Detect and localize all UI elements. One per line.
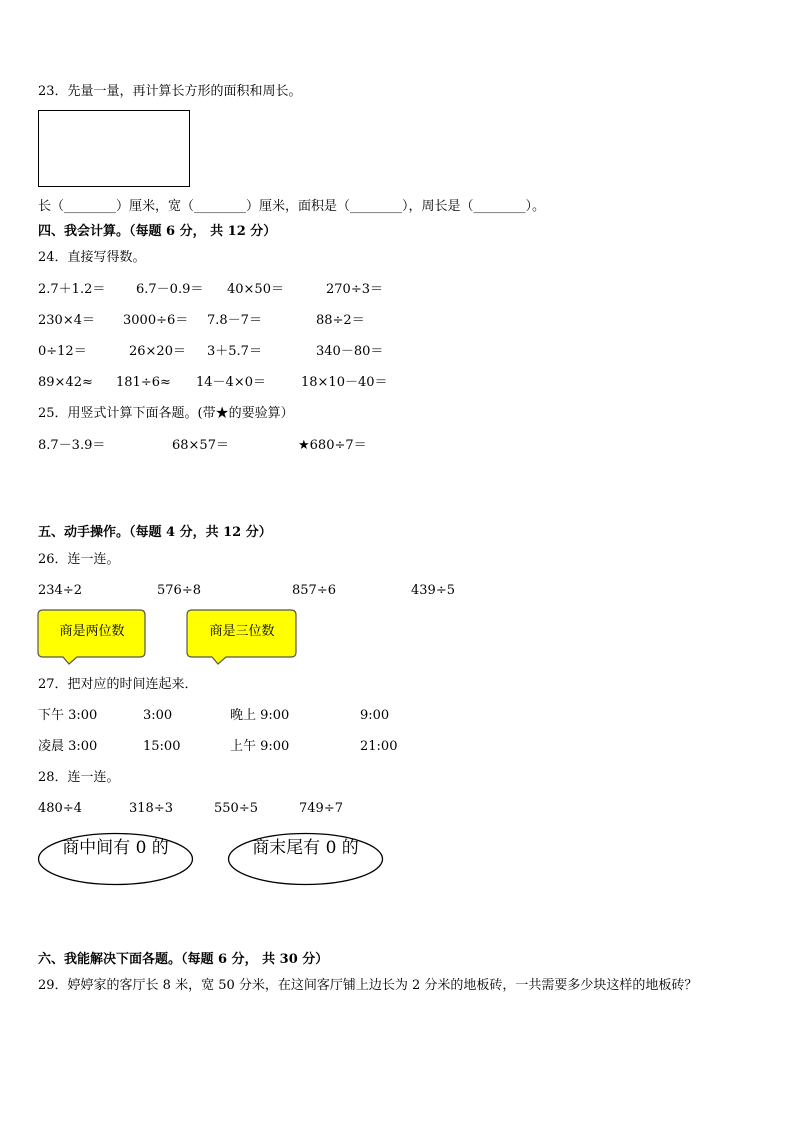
callout-three-digit [186, 609, 298, 665]
q26-item-3: 857÷6 [292, 583, 336, 598]
q24-r1c2: 6.7－0.9＝ [136, 282, 204, 297]
q26-item-2: 576÷8 [157, 583, 201, 598]
rectangle-figure [38, 110, 190, 187]
q24-r2c2: 3000÷6＝ [123, 313, 189, 328]
q26-title: 26．连一连。 [38, 552, 120, 567]
q24-r4c2: 181÷6≈ [116, 375, 171, 390]
oval-end-zero-label: 商末尾有 0 的 [252, 838, 359, 858]
section6-heading: 六、我能解决下面各题。（每题 6 分， 共 30 分） [38, 952, 329, 967]
q23-title: 23．先量一量，再计算长方形的面积和周长。 [38, 84, 302, 99]
oval-middle-zero [37, 832, 194, 886]
q24-r1c4: 270÷3＝ [326, 282, 383, 297]
callout-three-digit-label: 商是三位数 [209, 624, 275, 639]
oval-middle-zero-label: 商中间有 0 的 [62, 838, 169, 858]
q27-r1c3: 晚上 9:00 [230, 708, 290, 723]
q24-r3c4: 340－80＝ [316, 344, 384, 359]
q27-r2c4: 21:00 [360, 739, 398, 754]
q27-r2c2: 15:00 [143, 739, 181, 754]
q24-r4c1: 89×42≈ [38, 375, 93, 390]
q26-item-4: 439÷5 [411, 583, 455, 598]
callout-two-digit [37, 609, 147, 665]
q26-item-1: 234÷2 [38, 583, 82, 598]
q29-title: 29．婷婷家的客厅长 8 米，宽 50 分米，在这间客厅铺上边长为 2 分米的地板砖，一共需要多少块这样的地板砖？ [38, 978, 698, 993]
q27-r1c1: 下午 3:00 [38, 708, 98, 723]
q24-r3c2: 26×20＝ [129, 344, 186, 359]
q24-r3c1: 0÷12＝ [38, 344, 87, 359]
q27-r2c3: 上午 9:00 [230, 739, 290, 754]
q25-item-3: ★680÷7＝ [298, 438, 367, 453]
oval-end-zero [227, 832, 384, 886]
q28-item-3: 550÷5 [214, 801, 258, 816]
q28-title: 28．连一连。 [38, 770, 120, 785]
q24-r4c3: 14－4×0＝ [196, 375, 266, 390]
q24-r1c1: 2.7＋1.2＝ [38, 282, 106, 297]
q24-r3c3: 3＋5.7＝ [207, 344, 262, 359]
q27-r1c4: 9:00 [360, 708, 390, 723]
q24-r4c4: 18×10－40＝ [301, 375, 388, 390]
section5-heading: 五、动手操作。（每题 4 分，共 12 分） [38, 525, 272, 540]
q24-r2c3: 7.8－7＝ [207, 313, 262, 328]
q27-r1c2: 3:00 [143, 708, 173, 723]
q24-r2c1: 230×4＝ [38, 313, 95, 328]
q24-r1c3: 40×50＝ [227, 282, 284, 297]
q23-answer-line: 长（________）厘米，宽（________）厘米，面积是（________），周长是（________）。 [38, 199, 546, 214]
q24-r2c4: 88÷2＝ [316, 313, 365, 328]
section4-heading: 四、我会计算。（每题 6 分， 共 12 分） [38, 224, 277, 239]
q27-r2c1: 凌晨 3:00 [38, 739, 98, 754]
q28-item-2: 318÷3 [129, 801, 173, 816]
q27-title: 27．把对应的时间连起来． [38, 677, 198, 692]
q28-item-1: 480÷4 [38, 801, 82, 816]
q25-title: 25．用竖式计算下面各题。(带★的要验算） [38, 406, 294, 421]
q24-title: 24．直接写得数。 [38, 250, 146, 265]
callout-two-digit-label: 商是两位数 [59, 624, 125, 639]
q25-item-1: 8.7－3.9＝ [38, 438, 106, 453]
q25-item-2: 68×57＝ [172, 438, 229, 453]
q28-item-4: 749÷7 [299, 801, 343, 816]
